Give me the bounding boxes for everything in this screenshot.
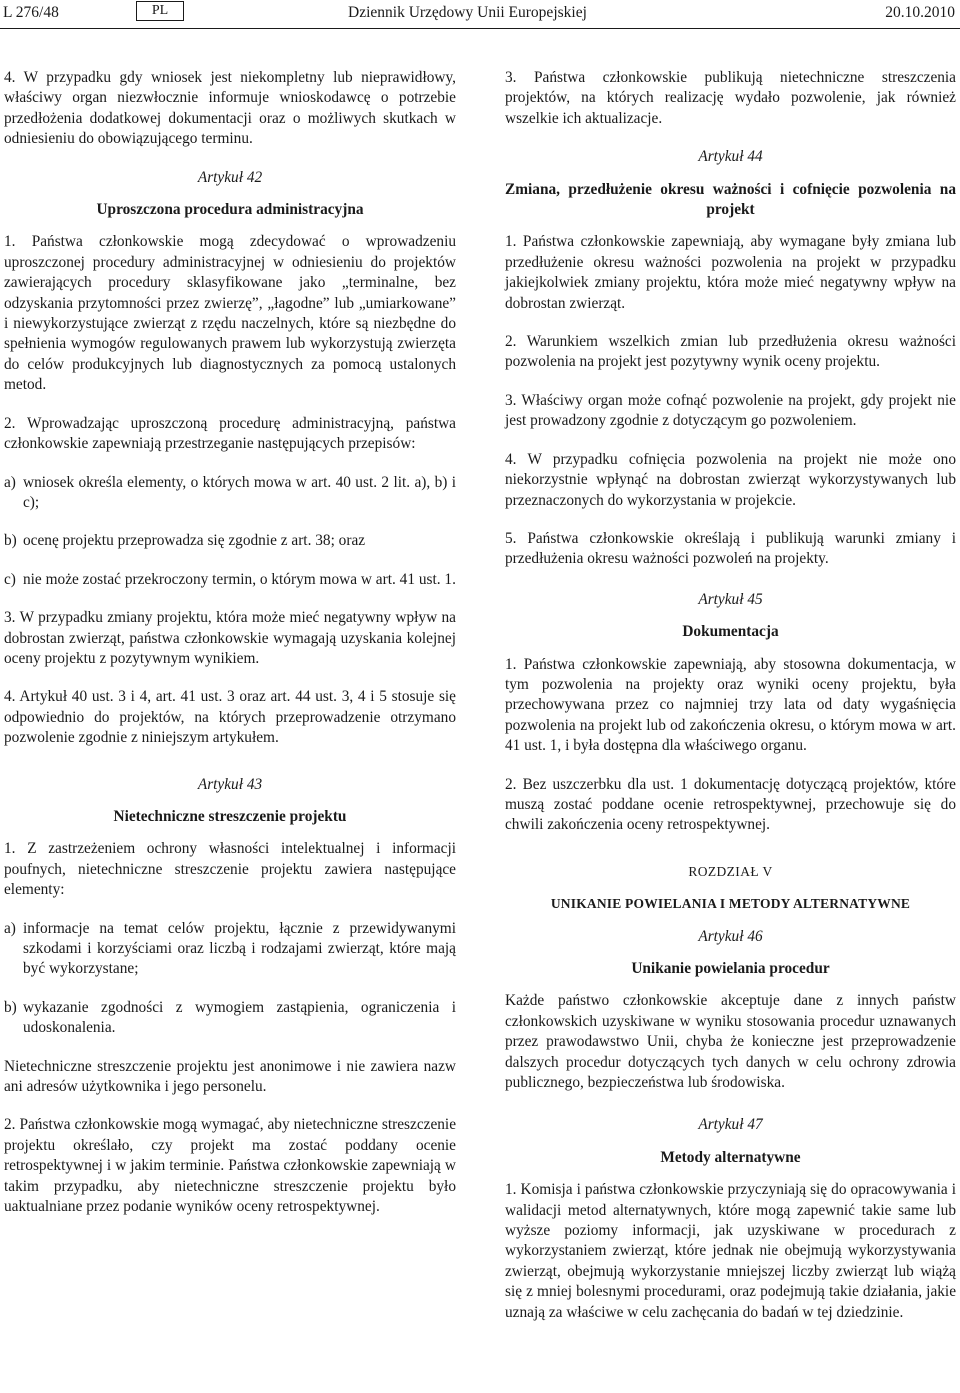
paragraph-art42-4: 4. Artykuł 40 ust. 3 i 4, art. 41 ust. 3 oraz art. 44 ust. 3, 4 i 5 stosuje się odpowiednio do projektów, na których przeprowadzenie otrzymano pozwolenie zgodnie z niniejszym artykułem. — [4, 688, 456, 747]
article-44-title: Zmiana, przedłużenie okresu ważności i cofnięcie pozwolenia na projekt — [505, 180, 956, 219]
page-reference: L 276/48 — [3, 4, 59, 21]
article-43-number: Artykuł 43 — [197, 775, 263, 793]
list-item: a) wniosek określa elementy, o których mowa w art. 40 ust. 2 lit. a), b) i c); — [4, 473, 456, 511]
article-45-title: Dokumentacja — [682, 623, 779, 641]
language-badge: PL — [136, 1, 184, 21]
article-47-number: Artykuł 47 — [698, 1116, 763, 1134]
paragraph-art44-3: 3. Właściwy organ może cofnąć pozwolenie na projekt, gdy projekt nie jest prowadzony zgodnie z dotyczącym go pozwoleniem. — [505, 391, 956, 430]
right-column — [505, 68, 956, 1323]
chapter-title: UNIKANIE POWIELANIA I METODY ALTERNATYWNE — [550, 896, 911, 912]
article-45-number: Artykuł 45 — [698, 590, 763, 608]
paragraph-art42-3: 3. W przypadku zmiany projektu, która może mieć negatywny wpływ na dobrostan zwierząt, państwa członkowskie wymagają uzyskania kolejnej oceny projektu z pozytywnym wynikiem. — [4, 609, 456, 667]
paragraph-art44-5: 5. Państwa członkowskie określają i publikują warunki zmiany i przedłużenia okresu ważności pozwoleń na projekty. — [505, 529, 956, 568]
page-header — [0, 0, 960, 30]
paragraph-art43-3: 3. Państwa członkowskie publikują nietechniczne streszczenia projektów, na których realizację wydało pozwolenie, jak również wszelkie ich aktualizacje. — [505, 69, 956, 127]
paragraph-art43-1: 1. Z zastrzeżeniem ochrony własności intelektualnej i informacji poufnych, nietechniczne streszczenie projektu zawiera następujące elementy: — [4, 840, 456, 899]
paragraph-art44-4: 4. W przypadku cofnięcia pozwolenia na projekt nie może ono niekorzystnie wpłynąć na dobrostan zwierząt wykorzystywanych lub przeznaczonych do wykorzystania w projekcie. — [505, 450, 956, 509]
list-item: a) informacje na temat celów projektu, łącznie z przewidywanymi szkodami i korzyściami oraz liczbą i rodzajami zwierząt, które mają być wykorzystane; — [4, 919, 456, 978]
paragraph-art46: Każde państwo członkowskie akceptuje dane z innych państw członkowskich uzyskiwane w wyniku stosowania procedur uznawanych przez prawodawstwo Unii, chyba że konieczne jest przeprowadzenie dalszych procedur dotyczących tych danych w celu ochrony zdrowia publicznego, bezpieczeństwa lub środowiska. — [505, 992, 956, 1092]
paragraph-art45-2: 2. Bez uszczerbku dla ust. 1 dokumentację dotyczącą projektów, które muszą zostać poddane ocenie retrospektywnej, przechowuje się do chwili zakończenia oceny retrospektywnej. — [505, 775, 956, 834]
paragraph-art47-1: 1. Komisja i państwa członkowskie przyczyniają się do opracowywania i walidacji metod alternatywnych, które mogą zapewnić takie same lub wyższe poziomy informacji, jak uzyskiwane w procedurach z wykorzystaniem zwierząt, które jednak nie obejmują wykorzystywania zwierząt, obejmują wykorzystanie mniejszej liczby zwierząt lub wiążą się z mniej bolesnymi procedurami, oraz podejmują takie działania, jakie uznają za właściwe w celu zachęcania do badań w tej dziedzinie. — [505, 1181, 956, 1321]
article-46-title: Unikanie powielania procedur — [631, 960, 830, 977]
journal-title: Dziennik Urzędowy Unii Europejskiej — [348, 4, 587, 21]
header-rule — [0, 28, 960, 29]
paragraph-art42-1: 1. Państwa członkowskie mogą zdecydować o wprowadzeniu uproszczonej procedury administracyjnej w odniesieniu do projektów zawierających procedury sklasyfikowane jako „terminalne, bez odzyskania przytomności przez zwierzę”, „łagodne” lub „umiarkowane” i niewykorzystujące zwierząt z rzędu naczelnych, które są niezbędne do spełnienia wymogów regulowanych prawem lub wykorzystują zwierzęta do celów produkcyjnych lub diagnostycznych za pomocą ustalonych metod. — [4, 233, 456, 394]
article-46-number: Artykuł 46 — [698, 927, 763, 945]
paragraph-art45-1: 1. Państwa członkowskie zapewniają, aby stosowna dokumentacja, w tym pozwolenia na projekty oraz wyniki oceny projektu, była przechowywana przez co najmniej trzy lata od daty wygaśnięcia pozwolenia na projekt lub od zakończenia okresu, o którym mowa w art. 41 ust. 1, i była dostępna dla właściwego organu. — [505, 655, 956, 755]
chapter-label: ROZDZIAŁ V — [688, 863, 773, 879]
article-44-number: Artykuł 44 — [698, 148, 763, 166]
article-42-number: Artykuł 42 — [197, 168, 263, 186]
paragraph-art44-1: 1. Państwa członkowskie zapewniają, aby wymagane były zmiana lub przedłużenie okresu ważności pozwolenia na projekt w przypadku jakiejkolwiek zmiany projektu, która może mieć negatywny wpływ na dobrostan zwierząt. — [505, 233, 956, 312]
article-42-title: Uproszczona procedura administracyjna — [96, 201, 364, 219]
paragraph-art43-1b: Nietechniczne streszczenie projektu jest anonimowe i nie zawiera nazw ani adresów użytkownika i jego personelu. — [4, 1057, 456, 1096]
article-47-title: Metody alternatywne — [660, 1148, 801, 1166]
paragraph-art42-2: 2. Wprowadzając uproszczoną procedurę administracyjną, państwa członkowskie zapewniają przestrzeganie następujących przepisów: — [4, 414, 456, 453]
article-43-title: Nietechniczne streszczenie projektu — [113, 807, 347, 825]
list-item: b) ocenę projektu przeprowadza się zgodnie z art. 38; oraz — [4, 532, 366, 550]
paragraph-art41-4: 4. W przypadku gdy wniosek jest niekompletny lub nieprawidłowy, właściwy organ niezwłocznie informuje wnioskodawcę o potrzebie przedłożenia dodatkowej dokumentacji oraz o możliwych skutkach w odniesieniu do obowiązującego terminu. — [4, 69, 456, 148]
left-column — [4, 68, 456, 1217]
paragraph-art44-2: 2. Warunkiem wszelkich zmian lub przedłużenia okresu ważności pozwolenia na projekt jest pozytywny wynik oceny projektu. — [505, 333, 956, 371]
publication-date: 20.10.2010 — [885, 4, 955, 21]
list-item: c) nie może zostać przekroczony termin, o którym mowa w art. 41 ust. 1. — [4, 570, 456, 588]
list-item: b) wykazanie zgodności z wymogiem zastąpienia, ograniczenia i udoskonalenia. — [4, 998, 456, 1037]
paragraph-art43-2: 2. Państwa członkowskie mogą wymagać, aby nietechniczne streszczenie projektu określało, czy projekt ma zostać poddany ocenie retrospektywnej i w jakim terminie. Państwa członkowskie zapewniają w takim przypadku, aby nietechniczne streszczenie projektu było uaktualniane przez podanie wyników oceny retrospektywnej. — [4, 1116, 456, 1216]
